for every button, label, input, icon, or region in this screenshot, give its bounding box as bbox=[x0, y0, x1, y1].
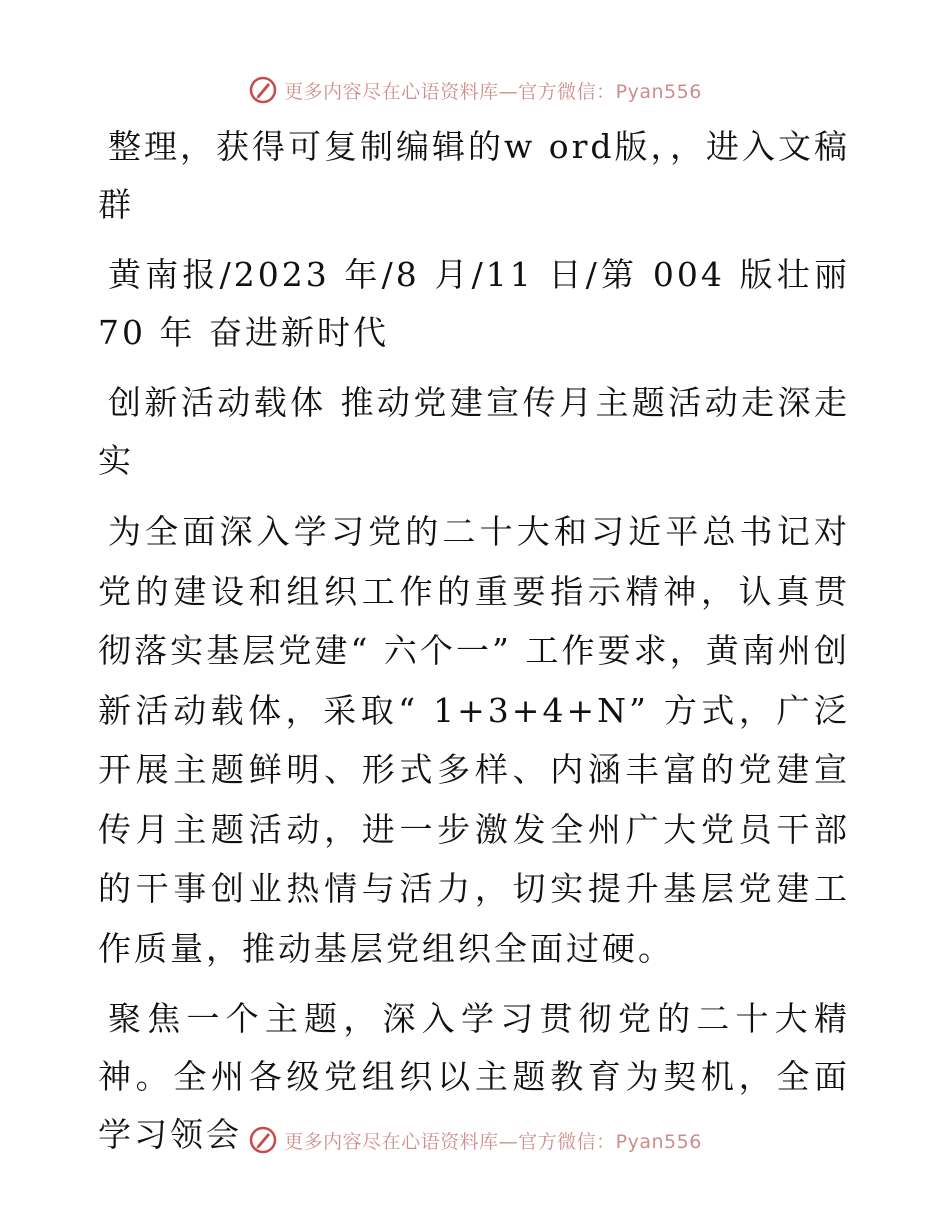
paragraph-body-1: 为全面深入学习党的二十大和习近平总书记对党的建设和组织工作的重要指示精神，认真贯彻落实基层党建“ 六个一” 工作要求，黄南州创新活动载体，采取“ 1+3+4+N” 方式，广泛开展主题鲜明、形式多样、内涵丰富的党建宣传月主题活动，进一步激发全州广大党员干部的干事创业热情与活力，切实提升基层党建工作质量，推动基层党组织全面过硬。 bbox=[98, 512, 850, 968]
watermark-text: 更多内容尽在心语资料库—官方微信：Pyan556 bbox=[284, 80, 702, 103]
paragraph-intro: 整理，获得可复制编辑的w ord版，，进入文稿群 bbox=[98, 127, 851, 224]
watermark-text: 更多内容尽在心语资料库—官方微信：Pyan556 bbox=[284, 1130, 702, 1153]
quill-logo-icon bbox=[248, 1125, 278, 1155]
paragraph-headline: 创新活动载体 推动党建宣传月主题活动走深走实 bbox=[98, 383, 850, 480]
document-body bbox=[98, 118, 850, 1176]
paragraph-body-2: 聚焦一个主题，深入学习贯彻党的二十大精神。全州各级党组织以主题教育为契机，全面学习领会 bbox=[98, 999, 850, 1154]
footer-watermark bbox=[0, 1122, 950, 1158]
header-watermark bbox=[0, 72, 950, 108]
paragraph-source: 黄南报/2023 年/8 月/11 日/第 004 版壮丽 70 年 奋进新时代 bbox=[98, 255, 850, 352]
quill-logo-icon bbox=[248, 75, 278, 105]
